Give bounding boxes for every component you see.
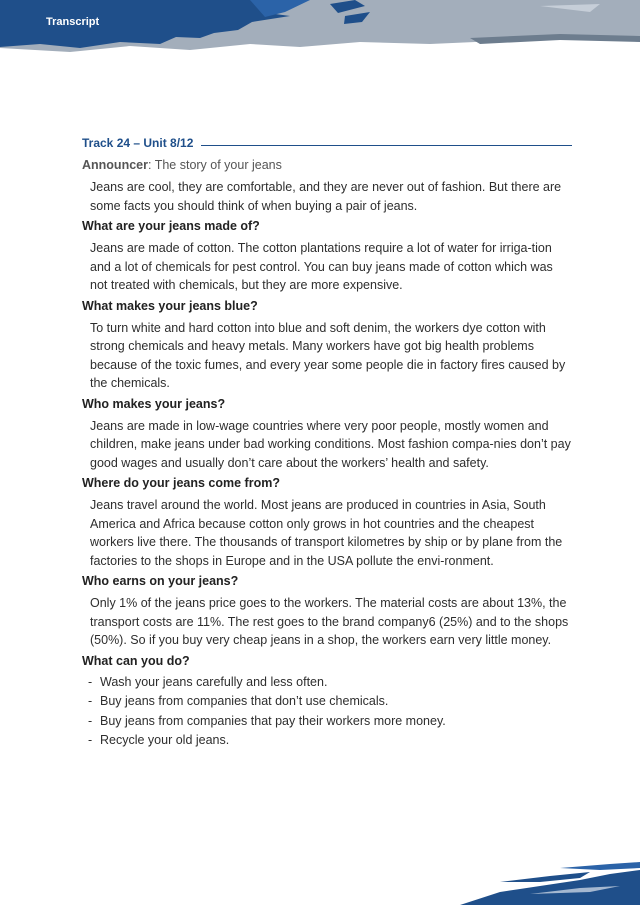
list-item	[88, 692, 572, 712]
section-question: Where do your jeans come from?	[82, 476, 280, 490]
tips-question: What can you do?	[82, 653, 190, 668]
tips-list	[88, 673, 572, 751]
section-question: What makes your jeans blue?	[82, 298, 258, 313]
section-answer: Only 1% of the jeans price goes to the workers. The material costs are about 13%, the transport costs are 11%. The rest goes to the brand company6 (25%) and to the shops (50%). So if you buy very cheap jeans in a shop, the workers earn very little money.	[90, 596, 569, 647]
bullet-dash: -	[88, 674, 93, 689]
section-question: What are your jeans made of?	[82, 219, 260, 233]
section-answer: Jeans are made of cotton. The cotton plantations require a lot of water for irriga-tion and a lot of chemicals for pest control. You can buy jeans made of cotton which was not treated with chemicals, but they are more expensive.	[90, 241, 553, 292]
bullet-dash: -	[88, 713, 93, 728]
tip-text: Buy jeans from companies that pay their workers more money.	[100, 713, 446, 728]
announcer-label: Announcer	[82, 158, 148, 172]
header-section-label: Transcript	[46, 16, 100, 28]
list-item	[88, 731, 572, 751]
announcer-line	[82, 156, 572, 174]
track-divider-line	[201, 145, 572, 146]
bullet-dash: -	[88, 694, 93, 708]
header-brush-banner	[0, 0, 640, 60]
track-title: Track 24 – Unit 8/12	[82, 136, 194, 150]
list-item	[88, 712, 572, 732]
section-answer: Jeans travel around the world. Most jeans are produced in countries in Asia, South America and Africa because cotton only grows in hot countries and the cheapest workers live there. The thousands of transport kilometres by ship or by plane from the factories to the shops in Europe and in the USA pollute the envi-ronment.	[90, 498, 563, 568]
section-question: Who earns on your jeans?	[82, 574, 239, 588]
tip-text: Buy jeans from companies that don’t use chemicals.	[100, 694, 389, 708]
footer-brush-decoration	[440, 862, 640, 905]
tip-text: Wash your jeans carefully and less often.	[100, 674, 328, 689]
announcer-text: : The story of your jeans	[147, 158, 282, 172]
section-answer: Jeans are made in low-wage countries where very poor people, mostly women and children, make jeans under bad working conditions. Most fashion compa-nies don’t pay good wages and usually don’t care about the workers’ health and safety.	[90, 418, 571, 470]
section-question: Who makes your jeans?	[82, 396, 226, 411]
tip-text: Recycle your old jeans.	[100, 733, 230, 747]
transcript-body	[82, 134, 572, 751]
section-answer: To turn white and hard cotton into blue and soft denim, the workers dye cotton with strong chemicals and heavy metals. Many workers have got big health problems because of the toxic fumes, and every year some people die in factory fires caused by the chemicals.	[90, 320, 566, 390]
list-item	[88, 673, 572, 693]
track-heading-row	[82, 134, 572, 152]
intro-paragraph: Jeans are cool, they are comfortable, and they are never out of fashion. But there are some facts you should think of when buying a pair of jeans.	[90, 180, 562, 213]
bullet-dash: -	[88, 733, 93, 747]
